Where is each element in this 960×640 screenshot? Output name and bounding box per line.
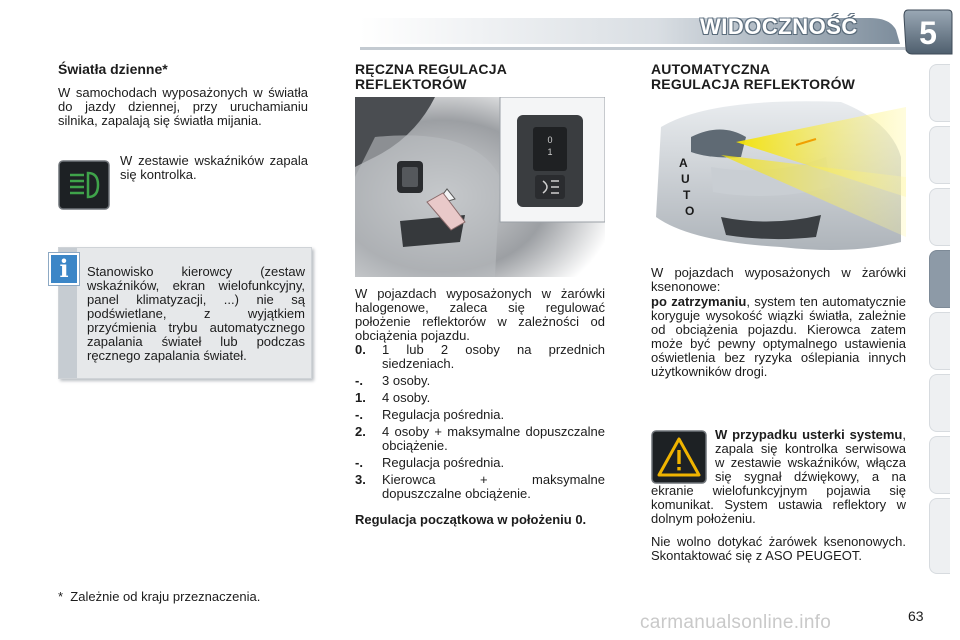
chapter-badge bbox=[902, 6, 954, 58]
page-number: 63 bbox=[908, 608, 924, 624]
list-item: 2. 4 osoby + maksymalne dopuszczalne obciążenie. bbox=[355, 424, 605, 453]
photo-label-u: U bbox=[681, 172, 690, 186]
page-title: WIDOCZNOŚĆ bbox=[700, 14, 858, 39]
svg-text:0: 0 bbox=[547, 135, 553, 145]
photo-label-o: O bbox=[685, 204, 695, 218]
manual-adjust-intro: W pojazdach wyposażonych w żarówki halogenowe, zaleca się regulować położenie reflektorów w zależności od obciążenia pojazdu. bbox=[355, 286, 605, 343]
side-tab-active bbox=[929, 250, 950, 308]
auto-adjust-heading-line1: AUTOMATYCZNA bbox=[651, 61, 771, 77]
list-item: 0. 1 lub 2 osoby na przednich siedzeniach. bbox=[355, 342, 605, 371]
auto-adjust-heading bbox=[651, 62, 911, 92]
auto-adjust-heading-line2: REGULACJA REFLEKTORÓW bbox=[651, 76, 856, 92]
dashboard-control-image bbox=[355, 97, 605, 277]
side-tab bbox=[929, 126, 950, 184]
manual-adjust-heading bbox=[355, 62, 605, 92]
xenon-warning: Nie wolno dotykać żarówek ksenonowych. Skontaktować się z ASO PEUGEOT. bbox=[651, 534, 906, 563]
indicator-paragraph: W zestawie wskaźników zapala się kontrolka. bbox=[120, 153, 308, 182]
list-item: -. Regulacja pośrednia. bbox=[355, 455, 505, 470]
initial-setting: Regulacja początkowa w położeniu 0. bbox=[355, 512, 587, 527]
list-item: 3. Kierowca + maksymalne dopuszczalne obciążenie. bbox=[355, 472, 605, 501]
daytime-lights-paragraph: W samochodach wyposażonych w światła do jazdy dziennej, przy uruchamianiu silnika, zapalają się światła mijania. bbox=[58, 85, 308, 128]
manual-adjust-photo bbox=[355, 97, 605, 277]
footnote: * Zależnie od kraju przeznaczenia. bbox=[58, 589, 261, 604]
svg-text:1: 1 bbox=[547, 147, 553, 157]
daytime-lights-heading: Światła dzienne* bbox=[58, 61, 168, 77]
side-tab bbox=[929, 498, 950, 574]
load-list bbox=[355, 343, 605, 504]
side-tab bbox=[929, 188, 950, 246]
side-tab bbox=[929, 374, 950, 432]
list-item: 1. 4 osoby. bbox=[355, 390, 431, 405]
auto-adjust-stop-paragraph: po zatrzymaniu, system ten automatycznie koryguje wysokość wiązki światła, zależnie od obciążenia pojazdu. Kierowca zatem może być pewny optymalnego ustawienia oświetlenia bez ryzyka oślepiania innych użytkowników drogi. bbox=[651, 294, 906, 379]
side-tab bbox=[929, 64, 950, 122]
auto-adjust-intro: W pojazdach wyposażonych w żarówki ksenonowe: bbox=[651, 265, 906, 294]
list-item: -. Regulacja pośrednia. bbox=[355, 407, 505, 422]
info-box bbox=[58, 247, 312, 379]
info-icon: i bbox=[49, 253, 79, 285]
manual-adjust-heading-line1: RĘCZNA REGULACJA bbox=[355, 61, 508, 77]
side-tab bbox=[929, 312, 950, 370]
auto-adjust-photo bbox=[651, 97, 906, 257]
list-item: -. 3 osoby. bbox=[355, 373, 431, 388]
car-front-image bbox=[651, 97, 906, 257]
photo-label-a: A bbox=[679, 156, 688, 170]
chapter-number: 5 bbox=[919, 15, 937, 51]
manual-adjust-heading-line2: REFLEKTORÓW bbox=[355, 76, 467, 92]
watermark: carmanualsonline.info bbox=[640, 612, 832, 633]
side-tab bbox=[929, 436, 950, 494]
fault-paragraph: W przypadku usterki systemu, zapala się kontrolka serwisowa w zestawie wskaźników, włącza się sygnał dźwiękowy, a na ekranie wielofunkcyjnym pojawia się komunikat. System ustawia reflektory w dolnym położeniu. bbox=[651, 427, 906, 526]
daytime-light-indicator-icon bbox=[58, 160, 110, 210]
photo-label-t: T bbox=[683, 188, 691, 202]
info-box-text: Stanowisko kierowcy (zestaw wskaźników, ekran wielofunkcyjny, panel klimatyzacji, ...) nie są podświetlane, z wyjątkiem przyćmienia trybu automatycznego zapalania świateł lub podczas ręcznego zapalania świateł. bbox=[87, 264, 305, 363]
